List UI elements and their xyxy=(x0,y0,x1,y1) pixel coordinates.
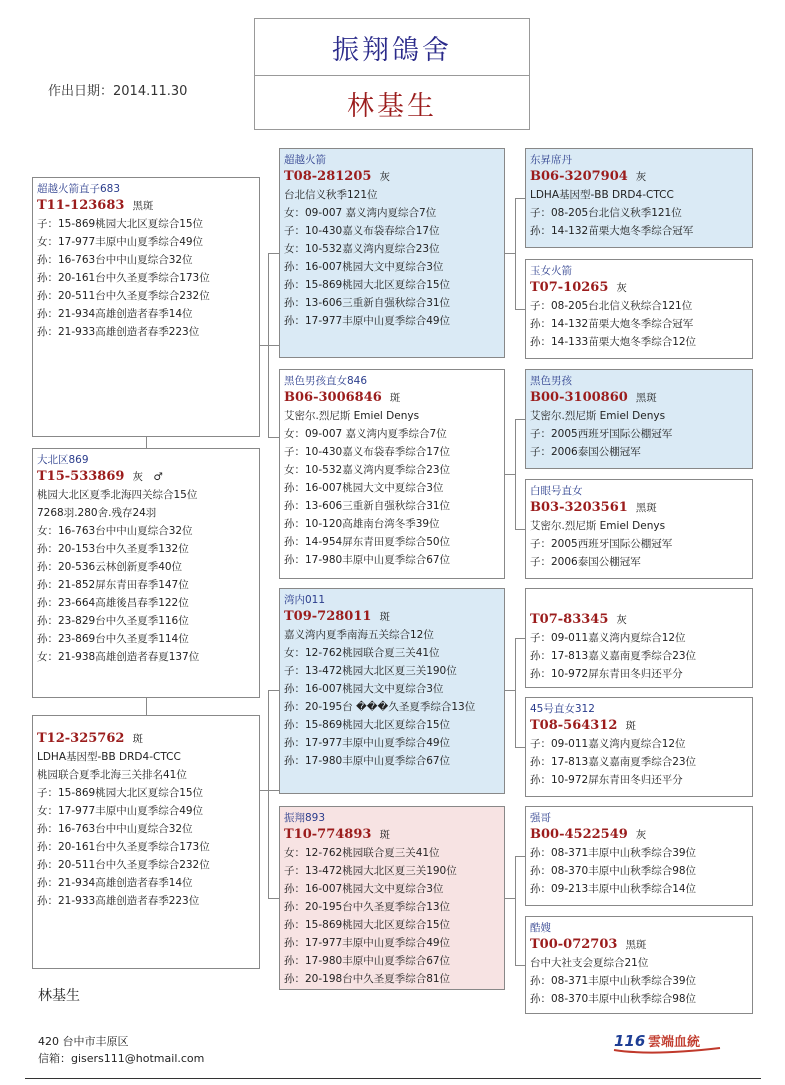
achievement-line: 孙：16-007桃园大文中夏综合3位 xyxy=(284,883,444,895)
ring-number: T15-533869 xyxy=(37,469,125,484)
achievement-line: LDHA基因型-BB DRD4-CTCC xyxy=(530,189,674,201)
achievement-line: 子：10-430嘉义布袋春综合17位 xyxy=(284,225,440,237)
ring-number-row xyxy=(37,197,255,215)
pigeon-name: 黑色男孩直女846 xyxy=(284,375,368,387)
pigeon-color: 灰 xyxy=(616,282,627,294)
achievement-line: 孙：16-007桃园大文中夏综合3位 xyxy=(284,482,444,494)
pigeon-color: 灰 xyxy=(379,171,390,183)
dsd-card xyxy=(525,697,753,797)
achievement-line: 子：13-472桃园大北区夏三关190位 xyxy=(284,865,457,877)
achievement-line: 孙：20-161台中久圣夏季综合173位 xyxy=(37,272,210,284)
pigeon-color: 黑斑 xyxy=(132,200,154,212)
achievement-line: 孙：17-977丰原中山夏季综合49位 xyxy=(284,315,451,327)
ring-number: T08-564312 xyxy=(530,718,618,733)
achievement-line: 子：15-869桃园大北区夏综合15位 xyxy=(37,787,204,799)
pigeon-color: 黑斑 xyxy=(635,502,657,514)
achievement-line: 孙：20-536云林创新夏季40位 xyxy=(37,561,183,573)
dds-card xyxy=(525,806,753,906)
achievement-line: 孙：17-977丰原中山夏季综合49位 xyxy=(284,937,451,949)
achievement-line: 孙：21-852屏东青田春季147位 xyxy=(37,579,189,591)
sire-card xyxy=(32,177,260,437)
achievement-line: 女：10-532嘉义湾内夏综合23位 xyxy=(284,243,440,255)
achievement-line: LDHA基因型-BB DRD4-CTCC xyxy=(37,751,181,763)
achievement-line: 孙：23-869台中久圣夏季114位 xyxy=(37,633,189,645)
title-box xyxy=(254,18,530,130)
achievement-line: 7268羽.280舍.残存24羽 xyxy=(37,507,157,519)
achievement-line: 孙：21-934高雄创造者春季14位 xyxy=(37,877,193,889)
achievement-line: 孙：15-869桃园大北区夏综合15位 xyxy=(284,719,451,731)
achievement-line: 孙：10-972屏东青田冬归还平分 xyxy=(530,774,683,786)
logo-text: 雲端血統 xyxy=(648,1035,701,1050)
ring-number-row xyxy=(530,826,748,844)
connector xyxy=(505,253,515,254)
connector xyxy=(260,790,279,791)
achievement-line: 孙：21-933高雄创造者春季223位 xyxy=(37,326,200,338)
achievement-line: 孙：17-980丰原中山夏季综合67位 xyxy=(284,955,451,967)
achievement-line: 孙：14-954屏东青田夏季综合50位 xyxy=(284,536,451,548)
pigeon-name: 酷嫂 xyxy=(530,922,551,934)
connector xyxy=(515,198,525,199)
achievement-line: 女：21-938高雄创造者春夏137位 xyxy=(37,651,200,663)
ring-number: T07-83345 xyxy=(530,612,609,627)
pigeon-name: 超越火箭 xyxy=(284,154,326,166)
achievement-line: 孙：20-153台中久圣夏季132位 xyxy=(37,543,189,555)
ring-number: B00-4522549 xyxy=(530,827,628,842)
achievement-line: 嘉义湾内夏季南海五关综合12位 xyxy=(284,629,434,641)
achievement-line: 子：15-869桃园大北区夏综合15位 xyxy=(37,218,204,230)
achievement-line: 孙：20-195台中久圣夏季综合13位 xyxy=(284,901,451,913)
achievement-line: 孙：08-370丰原中山秋季综合98位 xyxy=(530,993,697,1005)
ring-number: B06-3006846 xyxy=(284,390,382,405)
achievement-line: 孙：16-007桃园大文中夏综合3位 xyxy=(284,261,444,273)
achievement-line: 女：16-763台中中山夏综合32位 xyxy=(37,525,193,537)
achievement-line: 孙：16-007桃园大文中夏综合3位 xyxy=(284,683,444,695)
issue-date: 作出日期：2014.11.30 xyxy=(48,84,188,99)
connector xyxy=(268,253,279,254)
connector xyxy=(146,698,147,715)
ring-number: T10-774893 xyxy=(284,827,372,842)
achievement-line: 孙：20-195台 ���久圣夏季综合13位 xyxy=(284,701,476,713)
pigeon-name: 白眼号直女 xyxy=(530,485,583,497)
achievement-line: 子：2006泰国公棚冠军 xyxy=(530,556,641,568)
pigeon-name: 超越火箭直子683 xyxy=(37,183,121,195)
achievement-line: 艾密尔.烈尼斯 Emiel Denys xyxy=(530,520,666,532)
pigeon-color: 斑 xyxy=(132,733,143,745)
achievement-line: 孙：20-511台中久圣夏季综合232位 xyxy=(37,859,210,871)
ring-number-row xyxy=(530,279,748,297)
pigeon-color: 斑 xyxy=(379,611,390,623)
ring-number: B03-3203561 xyxy=(530,500,628,515)
achievement-line: 孙：16-763台中中山夏综合32位 xyxy=(37,823,193,835)
brand-logo xyxy=(612,1030,724,1056)
achievement-line: 女：12-762桃园联合夏三关41位 xyxy=(284,647,440,659)
ring-number-row xyxy=(37,468,255,486)
achievement-line: 孙：08-371丰原中山秋季综合39位 xyxy=(530,975,697,987)
pigeon-name: 黑色男孩 xyxy=(530,375,572,387)
achievement-line: 桃园大北区夏季北海四关综合15位 xyxy=(37,489,198,501)
ring-number-row xyxy=(530,389,748,407)
achievement-line: 孙：20-511台中久圣夏季综合232位 xyxy=(37,290,210,302)
achievement-line: 孙：10-972屏东青田冬归还平分 xyxy=(530,668,683,680)
ring-number-row xyxy=(37,730,255,748)
achievement-line: 孙：14-132苗栗大炮冬季综合冠军 xyxy=(530,225,694,237)
achievement-line: 桃园联合夏季北海三关排名41位 xyxy=(37,769,187,781)
achievement-line: 孙：08-371丰原中山秋季综合39位 xyxy=(530,847,697,859)
dam-sire-card xyxy=(279,588,505,794)
achievement-line: 女：12-762桃园联合夏三关41位 xyxy=(284,847,440,859)
achievement-line: 孙：16-763台中中山夏综合32位 xyxy=(37,254,193,266)
achievement-line: 子：2006泰国公棚冠军 xyxy=(530,446,641,458)
achievement-line: 台北信义秋季121位 xyxy=(284,189,378,201)
achievement-line: 女：09-007 嘉义湾内夏季综合7位 xyxy=(284,428,447,440)
achievement-line: 孙：23-664高雄後昌春季122位 xyxy=(37,597,189,609)
achievement-line: 子：10-430嘉义布袋春季综合17位 xyxy=(284,446,451,458)
connector xyxy=(505,898,515,899)
connector xyxy=(515,419,516,529)
ring-number-row xyxy=(284,826,500,844)
ring-number: T12-325762 xyxy=(37,731,125,746)
connector xyxy=(268,898,279,899)
ring-number-row xyxy=(530,717,748,735)
dss-card xyxy=(525,588,753,688)
ddd-card xyxy=(525,916,753,1014)
achievement-line: 孙：17-813嘉义嘉南夏季综合23位 xyxy=(530,650,697,662)
ring-number-row xyxy=(530,611,748,629)
achievement-line: 孙：21-933高雄创造者春季223位 xyxy=(37,895,200,907)
connector xyxy=(515,965,525,966)
connector xyxy=(515,198,516,309)
achievement-line: 孙：14-133苗栗大炮冬季综合12位 xyxy=(530,336,697,348)
achievement-line: 孙：08-370丰原中山秋季综合98位 xyxy=(530,865,697,877)
owner-name: 林基生 xyxy=(347,90,437,122)
bottom-rule xyxy=(25,1078,761,1079)
ring-number-row xyxy=(284,389,500,407)
footer-contact xyxy=(38,1033,204,1067)
ring-number: T07-10265 xyxy=(530,280,609,295)
footer-email: 信箱：gisers111@hotmail.com xyxy=(38,1052,205,1065)
achievement-line: 女：17-977丰原中山夏季综合49位 xyxy=(37,805,204,817)
achievement-line: 孙：15-869桃园大北区夏综合15位 xyxy=(284,919,451,931)
pigeon-color: 灰 xyxy=(635,829,647,841)
dam-card xyxy=(32,448,260,698)
connector xyxy=(260,345,279,346)
achievement-line: 孙：17-980丰原中山夏季综合67位 xyxy=(284,755,451,767)
ring-number: T08-281205 xyxy=(284,169,372,184)
achievement-line: 孙：10-120高雄南台湾冬季39位 xyxy=(284,518,440,530)
achievement-line: 孙：14-132苗栗大炮冬季综合冠军 xyxy=(530,318,694,330)
ring-number-row xyxy=(530,499,748,517)
pigeon-color: 灰 xyxy=(635,171,647,183)
connector xyxy=(515,309,525,310)
pigeon-name: 湾内011 xyxy=(284,594,326,606)
achievement-line: 女：09-007 嘉义湾内夏综合7位 xyxy=(284,207,437,219)
achievement-line: 子：2005西班牙国际公棚冠军 xyxy=(530,428,673,440)
achievement-line: 子：09-011嘉义湾内夏综合12位 xyxy=(530,738,686,750)
pigeon-color: 黑斑 xyxy=(635,392,657,404)
achievement-line: 女：10-532嘉义湾内夏季综合23位 xyxy=(284,464,451,476)
achievement-line: 子：09-011嘉义湾内夏综合12位 xyxy=(530,632,686,644)
ring-number: B00-3100860 xyxy=(530,390,628,405)
connector xyxy=(268,253,269,437)
achievement-line: 孙：23-829台中久圣夏季116位 xyxy=(37,615,189,627)
connector xyxy=(515,638,516,747)
connector xyxy=(505,690,515,691)
ring-number-row xyxy=(284,608,500,626)
connector xyxy=(515,747,525,748)
pigeon-name: 45号直女312 xyxy=(530,703,595,715)
connector xyxy=(268,437,279,438)
achievement-line: 孙：17-980丰原中山夏季综合67位 xyxy=(284,554,451,566)
achievement-line: 孙：13-606三重新自强秋综合31位 xyxy=(284,500,451,512)
achievement-line: 孙：20-161台中久圣夏季综合173位 xyxy=(37,841,210,853)
connector xyxy=(515,638,525,639)
ring-number: T09-728011 xyxy=(284,609,372,624)
ring-number-row xyxy=(530,936,748,954)
achievement-line: 孙：20-198台中久圣夏季综合81位 xyxy=(284,973,451,985)
achievement-line: 孙：15-869桃园大北区夏综合15位 xyxy=(284,279,451,291)
logo-number: 116 xyxy=(614,1032,646,1050)
connector xyxy=(515,419,525,420)
connector xyxy=(515,529,525,530)
pigeon-name: 振翔893 xyxy=(284,812,326,824)
footer-address: 420 台中市丰原区 xyxy=(38,1035,129,1048)
connector xyxy=(515,856,516,965)
loft-name: 振翔鴿舍 xyxy=(255,19,529,76)
pigeon-name: 强哥 xyxy=(530,812,551,824)
pigeon-name: 东昇席丹 xyxy=(530,154,572,166)
connector xyxy=(268,690,269,898)
brand-logo-graphic xyxy=(612,1030,724,1056)
dam-dam-card xyxy=(279,806,505,990)
connector xyxy=(146,437,147,448)
pigeon-color: 斑 xyxy=(625,720,636,732)
achievement-line: 孙：13-606三重新自强秋综合31位 xyxy=(284,297,451,309)
achievement-line: 艾密尔.烈尼斯 Emiel Denys xyxy=(530,410,666,422)
footer-owner: 林基生 xyxy=(38,988,80,1004)
subject-card xyxy=(32,715,260,969)
connector xyxy=(268,690,279,691)
achievement-line: 女：17-977丰原中山夏季综合49位 xyxy=(37,236,204,248)
achievement-line: 台中大社支会夏综合21位 xyxy=(530,957,649,969)
pigeon-name: 大北区869 xyxy=(37,454,89,466)
ring-number-row xyxy=(284,168,500,186)
pigeon-color: 斑 xyxy=(389,392,401,404)
pigeon-name: 玉女火箭 xyxy=(530,265,572,277)
achievement-line: 艾密尔.烈尼斯 Emiel Denys xyxy=(284,410,420,422)
achievement-line: 子：08-205台北信义秋综合121位 xyxy=(530,300,693,312)
ring-number: B06-3207904 xyxy=(530,169,628,184)
achievement-line: 孙：09-213丰原中山秋季综合14位 xyxy=(530,883,697,895)
sss-card xyxy=(525,148,753,248)
sire-dam-card xyxy=(279,369,505,579)
pigeon-color: 灰 ♂ xyxy=(132,471,163,483)
achievement-line: 孙：17-977丰原中山夏季综合49位 xyxy=(284,737,451,749)
pigeon-color: 黑斑 xyxy=(625,939,647,951)
achievement-line: 子：13-472桃园大北区夏三关190位 xyxy=(284,665,457,677)
connector xyxy=(515,856,525,857)
sds-card xyxy=(525,369,753,469)
sire-sire-card xyxy=(279,148,505,358)
connector xyxy=(505,474,515,475)
achievement-line: 孙：17-813嘉义嘉南夏季综合23位 xyxy=(530,756,697,768)
ssd-card xyxy=(525,259,753,359)
achievement-line: 子：2005西班牙国际公棚冠军 xyxy=(530,538,673,550)
pigeon-color: 灰 xyxy=(616,614,627,626)
ring-number: T11-123683 xyxy=(37,198,125,213)
achievement-line: 子：08-205台北信义秋季121位 xyxy=(530,207,682,219)
ring-number: T00-072703 xyxy=(530,937,618,952)
achievement-line: 孙：21-934高雄创造者春季14位 xyxy=(37,308,193,320)
ring-number-row xyxy=(530,168,748,186)
pigeon-color: 斑 xyxy=(379,829,390,841)
sdd-card xyxy=(525,479,753,579)
